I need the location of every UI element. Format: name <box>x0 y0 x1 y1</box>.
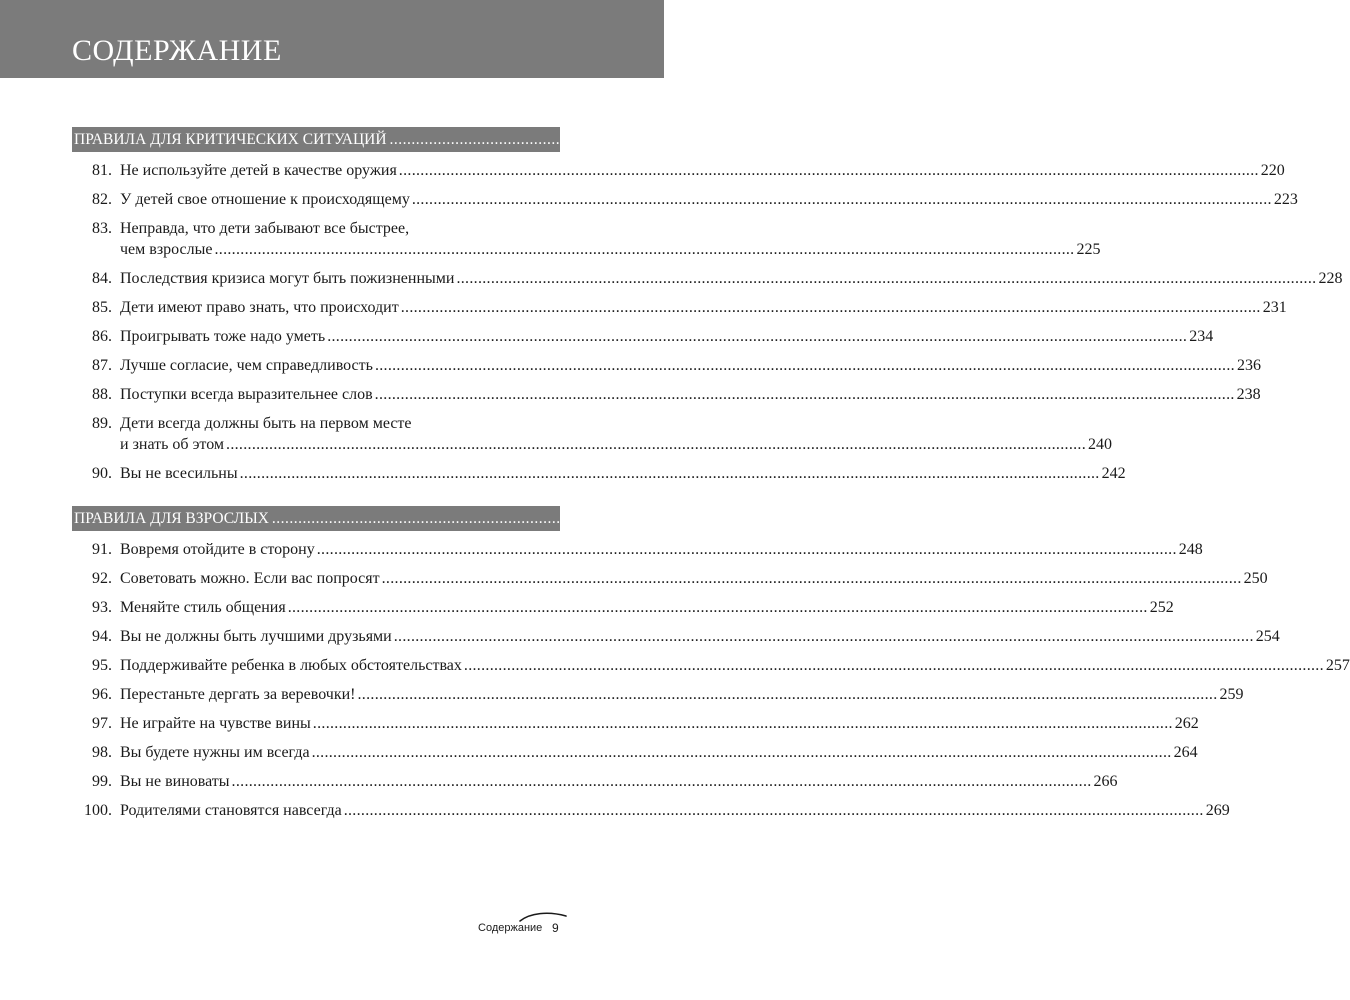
entry-last-line <box>120 655 1350 676</box>
entry-body <box>120 268 1342 289</box>
entry-number: 83. <box>92 220 112 237</box>
entry-body <box>120 713 1199 734</box>
entry-title: Лучше согласие, чем справедливость <box>120 357 373 374</box>
toc-entry[interactable] <box>72 771 1118 792</box>
toc-entry[interactable] <box>72 160 1285 181</box>
toc-entry[interactable] <box>72 713 1199 734</box>
entry-title: Родителями становятся навсегда <box>120 802 342 819</box>
entry-body <box>120 160 1285 181</box>
dot-leader <box>313 713 1173 734</box>
dot-leader <box>288 597 1148 618</box>
entry-last-line <box>120 771 1118 792</box>
entry-number: 95. <box>92 657 112 674</box>
entry-number: 99. <box>92 773 112 790</box>
entry-page-number: 259 <box>1219 686 1244 703</box>
entry-number: 87. <box>92 357 112 374</box>
entry-title: чем взрослые <box>120 241 213 258</box>
entry-page-number: 238 <box>1236 386 1261 403</box>
entry-last-line <box>120 189 1298 210</box>
entry-number: 89. <box>92 415 112 432</box>
entry-title: У детей свое отношение к происходящему <box>120 191 410 208</box>
entry-last-line <box>120 742 1198 763</box>
entry-page-number: 240 <box>1088 436 1113 453</box>
entry-body <box>120 568 1268 589</box>
section-heading[interactable] <box>72 506 1104 531</box>
dot-leader <box>344 800 1204 821</box>
toc-entry[interactable] <box>72 742 1198 763</box>
footer-label: Содержание <box>478 922 543 934</box>
entry-title-line: Дети всегда должны быть на первом месте <box>120 415 412 432</box>
entry-page-number: 262 <box>1174 715 1199 732</box>
entry-title: Вовремя отойдите в сторону <box>120 541 315 558</box>
table-of-contents <box>72 127 1350 821</box>
entry-title: Перестаньте дергать за веревочки! <box>120 686 356 703</box>
entry-page-number: 252 <box>1149 599 1174 616</box>
entry-last-line <box>120 384 1261 405</box>
toc-entry[interactable] <box>72 597 1174 618</box>
entry-page-number: 248 <box>1178 541 1203 558</box>
dot-leader <box>375 384 1235 405</box>
entry-last-line <box>120 463 1126 484</box>
entry-body <box>120 384 1261 405</box>
entry-page-number: 225 <box>1076 241 1101 258</box>
entry-page-number: 228 <box>1318 270 1343 287</box>
page-title: СОДЕРЖАНИЕ <box>72 34 282 67</box>
entry-page-number: 264 <box>1173 744 1198 761</box>
dot-leader <box>394 626 1254 647</box>
header-band <box>0 0 664 78</box>
entry-number: 91. <box>92 541 112 558</box>
section-page-number: 245 <box>1079 510 1104 527</box>
dot-leader <box>240 463 1100 484</box>
dot-leader <box>401 297 1261 318</box>
entry-body <box>120 800 1230 821</box>
entry-number: 100. <box>84 802 112 819</box>
entry-page-number: 220 <box>1260 162 1285 179</box>
page-footer <box>478 910 568 940</box>
entry-title: Поддерживайте ребенка в любых обстоятельствах <box>120 657 462 674</box>
dot-leader <box>226 434 1086 455</box>
toc-entry[interactable] <box>72 684 1244 705</box>
entry-last-line <box>120 297 1287 318</box>
entry-page-number: 236 <box>1236 357 1261 374</box>
entry-title: Вы не всесильны <box>120 465 238 482</box>
entry-title: Не играйте на чувстве вины <box>120 715 311 732</box>
toc-entry[interactable] <box>72 800 1230 821</box>
entry-title: Вы не виноваты <box>120 773 230 790</box>
toc-entry[interactable] <box>72 463 1126 484</box>
section-heading[interactable] <box>72 127 1221 152</box>
entry-body <box>120 742 1198 763</box>
entry-number: 97. <box>92 715 112 732</box>
dot-leader <box>232 771 1092 792</box>
dot-leader <box>317 539 1177 560</box>
dot-leader <box>312 742 1172 763</box>
dot-leader <box>358 684 1218 705</box>
dot-leader <box>327 326 1187 347</box>
entry-body <box>120 539 1203 560</box>
entry-page-number: 223 <box>1273 191 1298 208</box>
dot-leader <box>412 189 1272 210</box>
entry-page-number: 269 <box>1205 802 1230 819</box>
page-number: 9 <box>552 921 559 935</box>
entry-last-line <box>120 800 1230 821</box>
entry-last-line <box>120 684 1244 705</box>
dot-leader <box>375 355 1235 376</box>
swoosh-ornament-icon <box>518 910 568 922</box>
dot-leader <box>390 127 1195 152</box>
entry-body <box>120 626 1280 647</box>
entry-title: Меняйте стиль общения <box>120 599 286 616</box>
entry-number: 92. <box>92 570 112 587</box>
entry-last-line <box>120 239 1100 260</box>
entry-last-line <box>120 160 1285 181</box>
entry-page-number: 250 <box>1243 570 1268 587</box>
entry-last-line <box>120 597 1174 618</box>
section-title: ПРАВИЛА ДЛЯ ВЗРОСЛЫХ <box>74 510 269 527</box>
toc-entry[interactable] <box>72 384 1261 405</box>
entry-last-line <box>120 626 1280 647</box>
entry-last-line <box>120 568 1268 589</box>
entry-title: Проигрывать тоже надо уметь <box>120 328 326 345</box>
entry-page-number: 266 <box>1093 773 1118 790</box>
entry-body <box>120 355 1261 376</box>
dot-leader <box>456 268 1316 289</box>
entry-number: 81. <box>92 162 112 179</box>
entry-number: 88. <box>92 386 112 403</box>
entry-last-line <box>120 326 1213 347</box>
entry-title: Вы не должны быть лучшими друзьями <box>120 628 392 645</box>
entry-body <box>120 597 1174 618</box>
entry-body <box>120 771 1118 792</box>
entry-number: 93. <box>92 599 112 616</box>
dot-leader <box>382 568 1242 589</box>
entry-title: Советовать можно. Если вас попросят <box>120 570 380 587</box>
entry-number: 86. <box>92 328 112 345</box>
entry-last-line <box>120 355 1261 376</box>
entry-body <box>120 189 1298 210</box>
dot-leader <box>272 506 1077 531</box>
entry-body <box>120 463 1126 484</box>
entry-body <box>120 297 1287 318</box>
entry-page-number: 242 <box>1101 465 1126 482</box>
entry-title: Дети имеют право знать, что происходит <box>120 299 399 316</box>
toc-entry[interactable] <box>72 268 1343 289</box>
entry-title-line: Неправда, что дети забывают все быстрее, <box>120 220 410 237</box>
entry-body <box>120 655 1350 676</box>
toc-entry[interactable] <box>72 413 1113 455</box>
toc-entry[interactable] <box>72 655 1350 676</box>
dot-leader <box>399 160 1259 181</box>
entry-number: 82. <box>92 191 112 208</box>
entry-number: 94. <box>92 628 112 645</box>
entry-last-line <box>120 713 1199 734</box>
toc-entry[interactable] <box>72 218 1101 260</box>
entry-title: Вы будете нужны им всегда <box>120 744 310 761</box>
entry-body <box>120 413 1112 455</box>
entry-body <box>120 684 1244 705</box>
entry-page-number: 234 <box>1189 328 1214 345</box>
toc-entry[interactable] <box>72 539 1203 560</box>
toc-entry[interactable] <box>72 626 1280 647</box>
dot-leader <box>214 239 1074 260</box>
entry-title: Последствия кризиса могут быть пожизненными <box>120 270 455 287</box>
section-page-number: 217 <box>1197 131 1221 148</box>
entry-number: 98. <box>92 744 112 761</box>
entry-title: Не используйте детей в качестве оружия <box>120 162 397 179</box>
section-title: ПРАВИЛА ДЛЯ КРИТИЧЕСКИХ СИТУАЦИЙ <box>74 131 387 148</box>
entry-body <box>120 218 1100 260</box>
entry-title: и знать об этом <box>120 436 225 453</box>
toc-entry[interactable] <box>72 297 1287 318</box>
entry-page-number: 257 <box>1325 657 1350 674</box>
entry-last-line <box>120 268 1342 289</box>
entry-number: 84. <box>92 270 112 287</box>
toc-entry[interactable] <box>72 568 1268 589</box>
toc-entry[interactable] <box>72 355 1261 376</box>
entry-number: 90. <box>92 465 112 482</box>
entry-number: 85. <box>92 299 112 316</box>
entry-last-line <box>120 539 1203 560</box>
entry-page-number: 231 <box>1262 299 1287 316</box>
entry-last-line <box>120 434 1112 455</box>
entry-body <box>120 326 1213 347</box>
section-spacer <box>72 484 560 506</box>
entry-number: 96. <box>92 686 112 703</box>
entry-page-number: 254 <box>1255 628 1280 645</box>
dot-leader <box>464 655 1324 676</box>
toc-entry[interactable] <box>72 189 1298 210</box>
entry-title: Поступки всегда выразительнее слов <box>120 386 373 403</box>
toc-entry[interactable] <box>72 326 1214 347</box>
